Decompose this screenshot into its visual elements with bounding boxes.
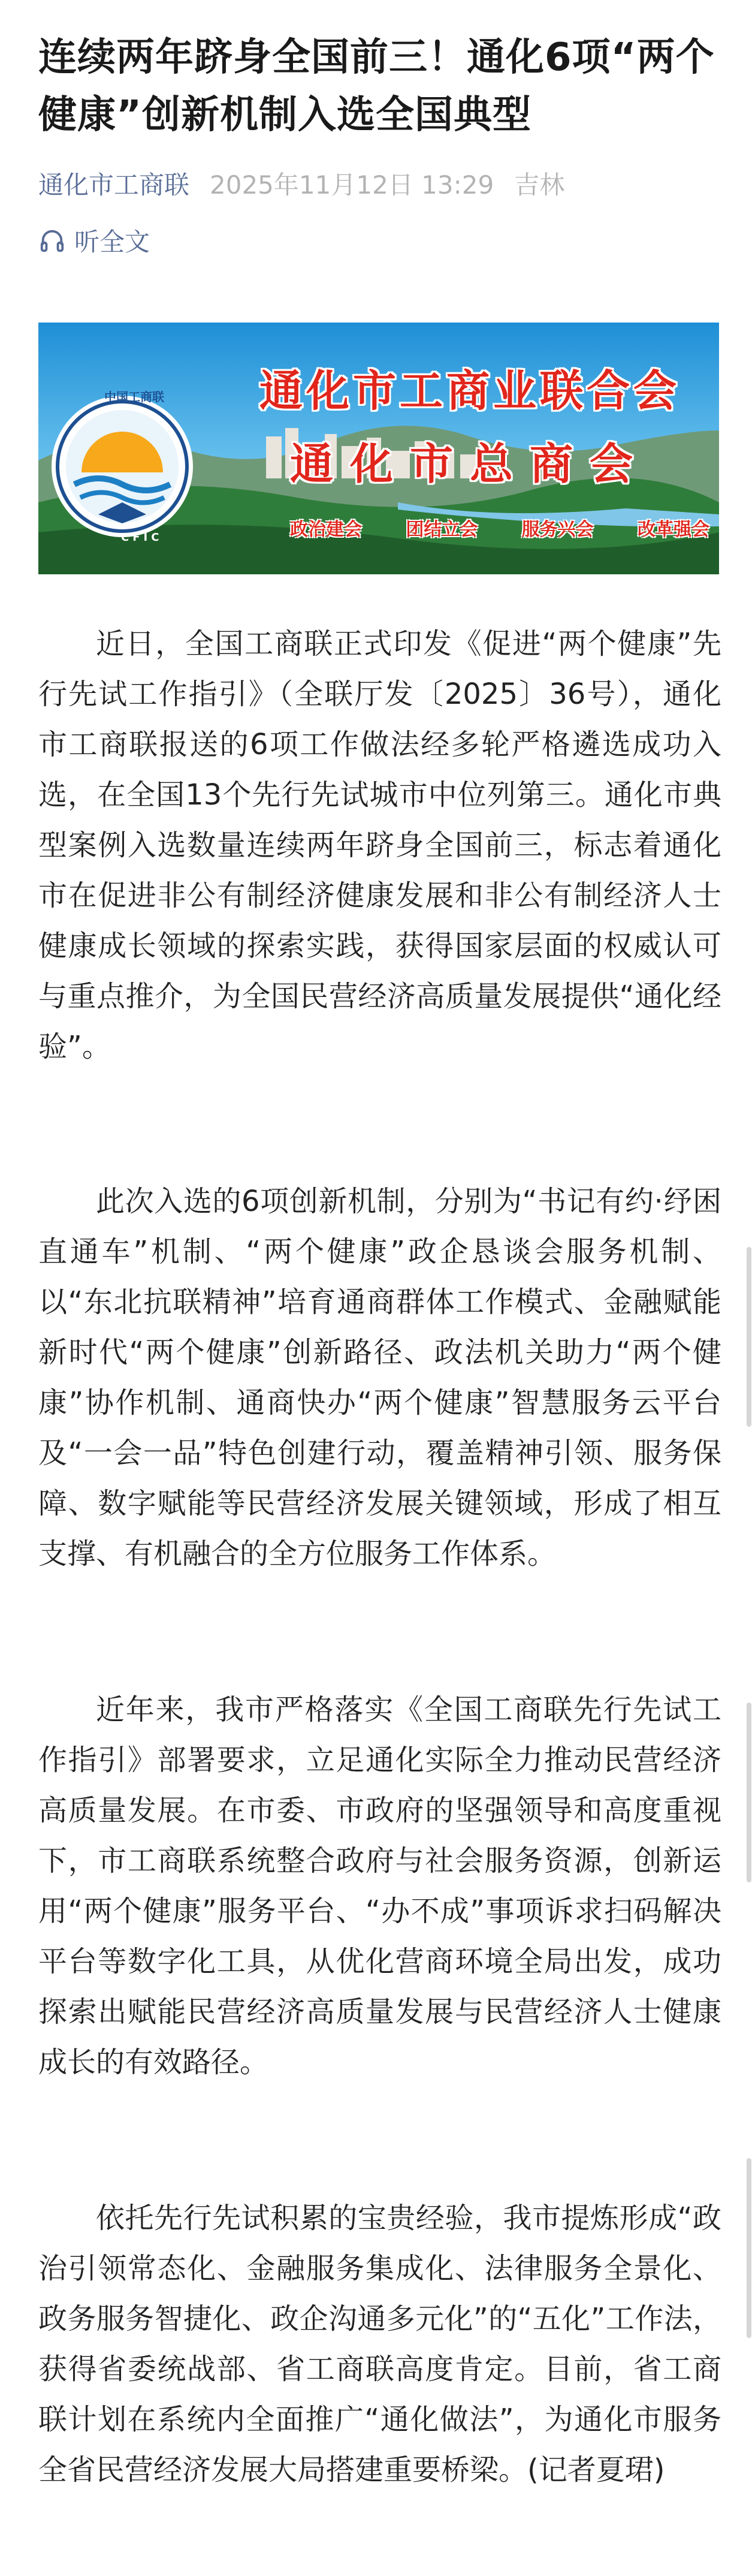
article-paragraph: 近年来，我市严格落实《全国工商联先行先试工作指引》部署要求，立足通化实际全力推动民营经济高质量发展。在市委、市政府的坚强领导和高度重视下，市工商联系统整合政府与社会服务资源，创新运用“两个健康”服务平台、“办不成”事项诉求扫码解决平台等数字化工具，从优化营商环境全局出发，成功探索出赋能民营经济高质量发展与民营经济人士健康成长的有效路径。 [38,1693,721,2079]
scroll-indicator[interactable] [747,1703,751,1882]
header-banner-image [38,323,719,574]
banner-slogans [284,514,715,541]
scroll-indicator[interactable] [747,2158,751,2338]
article-title: 连续两年跻身全国前三！通化6项“两个健康”创新机制入选全国典型 [38,35,715,137]
logo-caption-bottom: CFIC [121,531,163,544]
listen-label: 听全文 [74,227,150,257]
banner-slogan: 政治建会 [290,519,362,540]
article-paragraph: 近日，全国工商联正式印发《促进“两个健康”先行先试工作指引》（全联厅发〔2025〕36号），通化市工商联报送的6项工作做法经多轮严格遴选成功入选，在全国13个先行先试城市中位列第三。通化市典型案例入选数量连续两年跻身全国前三，标志着通化市在促进非公有制经济健康发展和非公有制经济人士健康成长领域的探索实践，获得国家层面的权威认可与重点推介，为全国民营经济高质量发展提供“通化经验”。 [38,627,721,1063]
logo-caption-top: 中国工商联 [104,390,164,404]
publish-datetime: 2025年11月12日 13:29 [210,170,494,200]
scroll-indicator[interactable] [747,1247,751,1427]
banner-slogan: 团结立会 [406,519,478,540]
article-paragraph: 依托先行先试积累的宝贵经验，我市提炼形成“政治引领常态化、金融服务集成化、法律服务全景化、政务服务智捷化、政企沟通多元化”的“五化”工作法，获得省委统战部、省工商联高度肯定。目前，省工商联计划在系统内全面推广“通化做法”，为通化市服务全省民营经济发展大局搭建重要桥梁。(记者夏珺) [38,2201,721,2487]
banner-title-line1: 通化市工商业联合会 [259,365,680,416]
publish-location: 吉林 [514,170,565,200]
banner-slogan: 改革强会 [637,519,709,540]
article-meta [38,167,721,200]
banner-title-line2: 通化市总商会 [289,438,650,489]
source-account-link[interactable]: 通化市工商联 [38,170,190,200]
banner-slogan: 服务兴会 [521,519,594,540]
listen-full-text-button[interactable] [38,223,150,258]
article-paragraph: 此次入选的6项创新机制，分别为“书记有约·纾困直通车”机制、“两个健康”政企恳谈会服务机制、以“东北抗联精神”培育通商群体工作模式、金融赋能新时代“两个健康”创新路径、政法机关助力“两个健康”协作机制、通商快办“两个健康”智慧服务云平台及“一会一品”特色创建行动，覆盖精神引领、服务保障、数字赋能等民营经济发展关键领域，形成了相互支撑、有机融合的全方位服务工作体系。 [38,1185,721,1571]
headphones-icon [38,227,66,254]
